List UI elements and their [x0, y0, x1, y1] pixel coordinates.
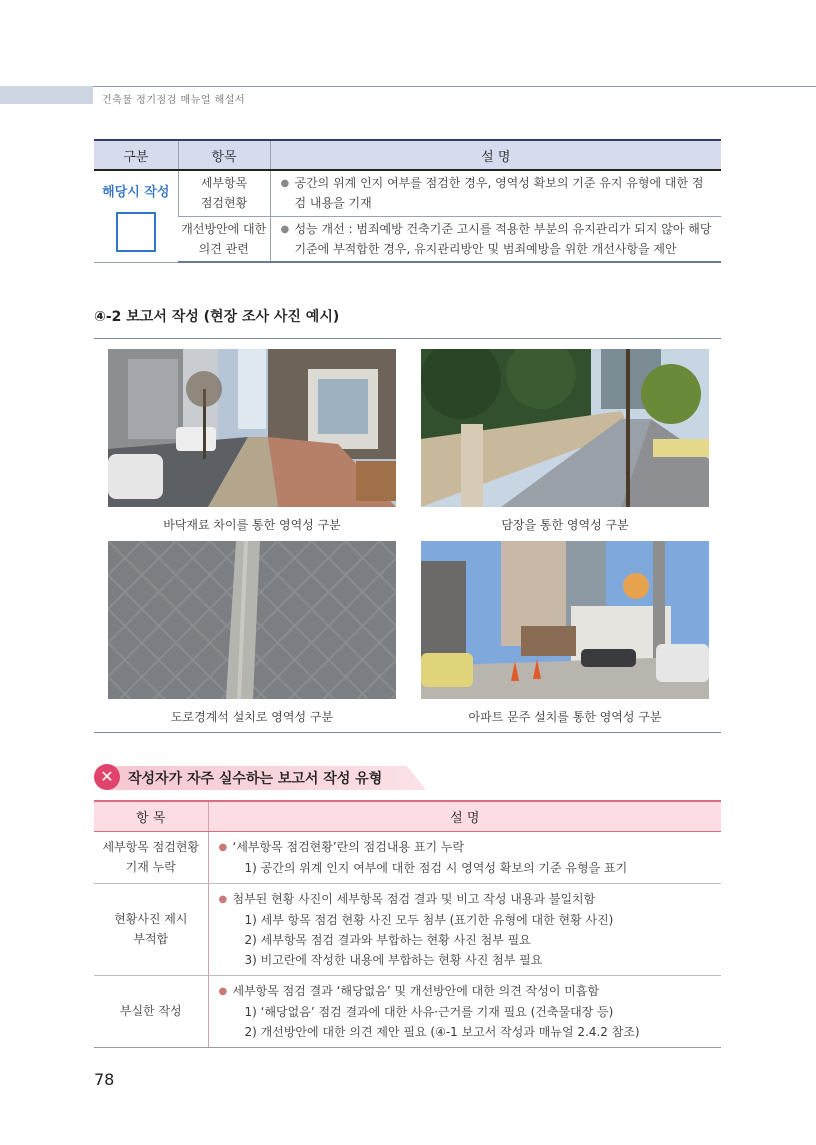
header-rule	[93, 86, 816, 87]
photo-street-paving	[108, 349, 396, 507]
item-line: 부실한 작성	[119, 1004, 182, 1018]
col-header-description: 설 명	[270, 140, 721, 170]
col-header-description: 설 명	[208, 801, 721, 831]
bullet-icon: ●	[218, 985, 228, 997]
item-line: 부적합	[133, 932, 169, 946]
item-line: 세부항목 점검현황	[102, 840, 200, 854]
running-title: 건축물 정기점검 매뉴얼 해설서	[102, 95, 246, 106]
photo-curb-stone	[108, 541, 396, 699]
bullet-text: 세부항목 점검 결과 ‘해당없음’ 및 개선방안에 대한 의견 작성이 미흡함	[232, 983, 600, 998]
item-cell	[178, 170, 270, 216]
photo-caption: 바닥재료 차이를 통한 영역성 구분	[163, 518, 341, 532]
category-cell	[94, 170, 178, 262]
item-line: 개선방안에 대한	[181, 221, 267, 236]
table-row	[94, 975, 721, 1047]
bullet-icon: ●	[280, 178, 290, 190]
description-cell	[208, 831, 721, 883]
sub-item: 1) 공간의 위계 인지 여부에 대한 점검 시 영역성 확보의 기준 유형을 표기	[244, 860, 628, 875]
item-line: 기재 누락	[125, 860, 176, 874]
sub-item: 2) 세부항목 점검 결과와 부합하는 현황 사진 첨부 필요	[244, 932, 531, 947]
col-header-category: 구분	[94, 140, 178, 170]
photo-caption: 아파트 문주 설치를 통한 영역성 구분	[468, 710, 662, 724]
sub-item: 2) 개선방안에 대한 의견 제안 필요 (④-1 보고서 작성과 매뉴얼 2.4.2 참조)	[244, 1024, 640, 1039]
description-cell	[270, 170, 721, 216]
bullet-icon: ●	[218, 893, 228, 905]
col-header-item: 항 목	[94, 801, 208, 831]
section-rule-bottom	[94, 732, 721, 733]
item-line: 점검현황	[200, 196, 248, 211]
table-row	[94, 883, 721, 975]
mistakes-banner	[94, 764, 424, 790]
item-cell	[178, 216, 270, 262]
photo-wall-boundary	[421, 349, 709, 507]
criteria-table	[94, 139, 721, 263]
item-cell	[94, 883, 208, 975]
section-title: ④-2 보고서 작성 (현장 조사 사진 예시)	[94, 309, 340, 325]
description-cell	[208, 975, 721, 1047]
bullet-icon: ●	[280, 223, 290, 235]
section-rule-top	[94, 338, 721, 339]
sub-item: 1) 세부 항목 점검 현황 사진 모두 첨부 (표기한 유형에 대한 현황 사진)	[244, 912, 614, 927]
page-number: 78	[94, 1070, 115, 1089]
bullet-text: 첨부된 현황 사진이 세부항목 점검 결과 및 비고 작성 내용과 불일치함	[232, 891, 596, 906]
x-circle-icon: ✕	[94, 764, 120, 790]
photo-caption: 도로경계석 설치로 영역성 구분	[170, 710, 334, 724]
table-row	[94, 170, 721, 216]
description-cell	[208, 883, 721, 975]
header-band	[0, 86, 93, 104]
mistakes-table-header	[94, 801, 721, 831]
item-cell	[94, 975, 208, 1047]
description-cell	[270, 216, 721, 262]
criteria-table-header	[94, 140, 721, 170]
sub-item: 3) 비고란에 작성한 내용에 부합하는 현황 사진 첨부 필요	[244, 952, 543, 967]
item-line: 현황사진 제시	[114, 912, 188, 926]
table-row	[94, 831, 721, 883]
item-line: 세부항목	[200, 176, 248, 191]
photo-caption: 담장을 통한 영역성 구분	[501, 518, 629, 532]
banner-title: 작성자가 자주 실수하는 보고서 작성 유형	[128, 771, 383, 787]
description-text: 성능 개선 : 범죄예방 건축기준 고시를 적용한 부분의 유지관리가 되지 않아 해당 기준에 부적합한 경우, 유지관리방안 및 범죄예방을 위한 개선사항을 제안	[294, 221, 712, 256]
table-row	[94, 216, 721, 262]
sub-item: 1) ‘해당없음’ 점검 결과에 대한 사유·근거를 기재 필요 (건축물대장 등)	[244, 1004, 614, 1019]
item-cell	[94, 831, 208, 883]
bullet-text: ‘세부항목 점검현황’란의 점검내용 표기 누락	[232, 839, 465, 854]
photo-apartment-gate	[421, 541, 709, 699]
category-label: 해당시 작성	[102, 184, 170, 200]
item-line: 의견 관련	[198, 241, 249, 256]
bullet-icon: ●	[218, 841, 228, 853]
mistakes-table	[94, 800, 721, 1048]
description-text: 공간의 위계 인지 여부를 점검한 경우, 영역성 확보의 기준 유지 유형에 대한 점검 내용을 기재	[294, 176, 704, 211]
col-header-item: 항목	[178, 140, 270, 170]
checkbox[interactable]	[116, 212, 156, 252]
